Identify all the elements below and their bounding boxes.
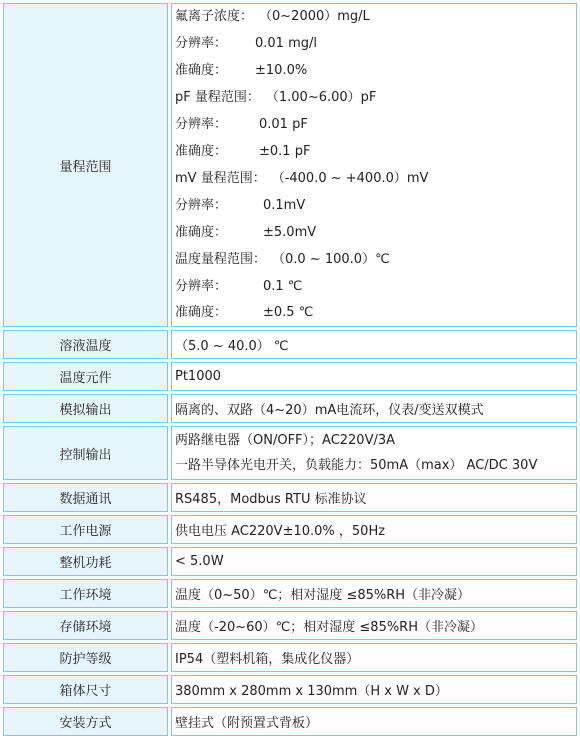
- table-row: [3, 611, 577, 640]
- row-label: 箱体尺寸: [3, 675, 168, 704]
- range-line: 准确度： ±10.0%: [175, 63, 308, 78]
- row-label: 防护等级: [3, 643, 168, 672]
- row-value: < 5.0W: [171, 547, 577, 576]
- row-label: [3, 3, 168, 327]
- range-line: 分辨率： 0.1mV: [175, 198, 306, 213]
- table-row: [3, 394, 577, 423]
- row-label: 溶液温度: [3, 330, 168, 359]
- table-row: [3, 515, 577, 544]
- range-line: 温度量程范围： （0.0 ~ 100.0）℃: [175, 252, 390, 267]
- range-line: 分辨率： 0.1 ℃: [175, 279, 303, 294]
- range-values: [171, 3, 577, 327]
- row-value: 两路继电器（ON/OFF）；AC220V/3A 一路半导体光电开关，负载能力：50mA（max） AC/DC 30V: [171, 426, 577, 480]
- row-label: 安装方式: [3, 707, 168, 736]
- range-label: 量程范围: [59, 159, 112, 175]
- row-value: IP54（塑料机箱，集成化仪器）: [171, 643, 577, 672]
- row-label: 整机功耗: [3, 547, 168, 576]
- table-row: [3, 547, 577, 576]
- range-line: 氟离子浓度： （0~2000）mg/L: [175, 9, 370, 24]
- range-line: 分辨率： 0.01 mg/l: [175, 36, 317, 51]
- table-row: [3, 362, 577, 391]
- range-line: pF 量程范围： （1.00~6.00）pF: [175, 90, 377, 105]
- row-label: 工作环境: [3, 579, 168, 608]
- row-value: 隔离的、双路（4~20）mA电流环，仪表/变送双模式: [171, 394, 577, 423]
- table-row: [3, 330, 577, 359]
- table-row: [3, 707, 577, 736]
- table-row: [3, 579, 577, 608]
- row-label: 控制输出: [3, 426, 168, 480]
- table-row: [3, 643, 577, 672]
- range-line: 准确度： ±0.5 ℃: [175, 305, 314, 320]
- row-label: 数据通讯: [3, 483, 168, 512]
- row-value: （5.0 ~ 40.0） ℃: [171, 330, 577, 359]
- row-value: 供电电压 AC220V±10.0% ，50Hz: [171, 515, 577, 544]
- row-value: Pt1000: [171, 362, 577, 391]
- table-row: [3, 3, 577, 327]
- row-value: 温度（0~50）℃；相对湿度 ≤85%RH（非冷凝）: [171, 579, 577, 608]
- row-label: 温度元件: [3, 362, 168, 391]
- table-row: [3, 426, 577, 480]
- row-label: 存储环境: [3, 611, 168, 640]
- row-value: 壁挂式（附预置式背板）: [171, 707, 577, 736]
- row-label: 工作电源: [3, 515, 168, 544]
- table-row: [3, 675, 577, 704]
- row-value: RS485，Modbus RTU 标准协议: [171, 483, 577, 512]
- row-value: 380mm x 280mm x 130mm（H x W x D）: [171, 675, 577, 704]
- row-value: 温度（-20~60）℃；相对湿度 ≤85%RH（非冷凝）: [171, 611, 577, 640]
- table-row: [3, 483, 577, 512]
- range-line: 分辨率： 0.01 pF: [175, 117, 308, 132]
- range-line: 准确度： ±0.1 pF: [175, 144, 311, 159]
- range-line: mV 量程范围： （-400.0 ~ +400.0）mV: [175, 171, 429, 186]
- row-label: 模拟输出: [3, 394, 168, 423]
- range-line: 准确度： ±5.0mV: [175, 225, 317, 240]
